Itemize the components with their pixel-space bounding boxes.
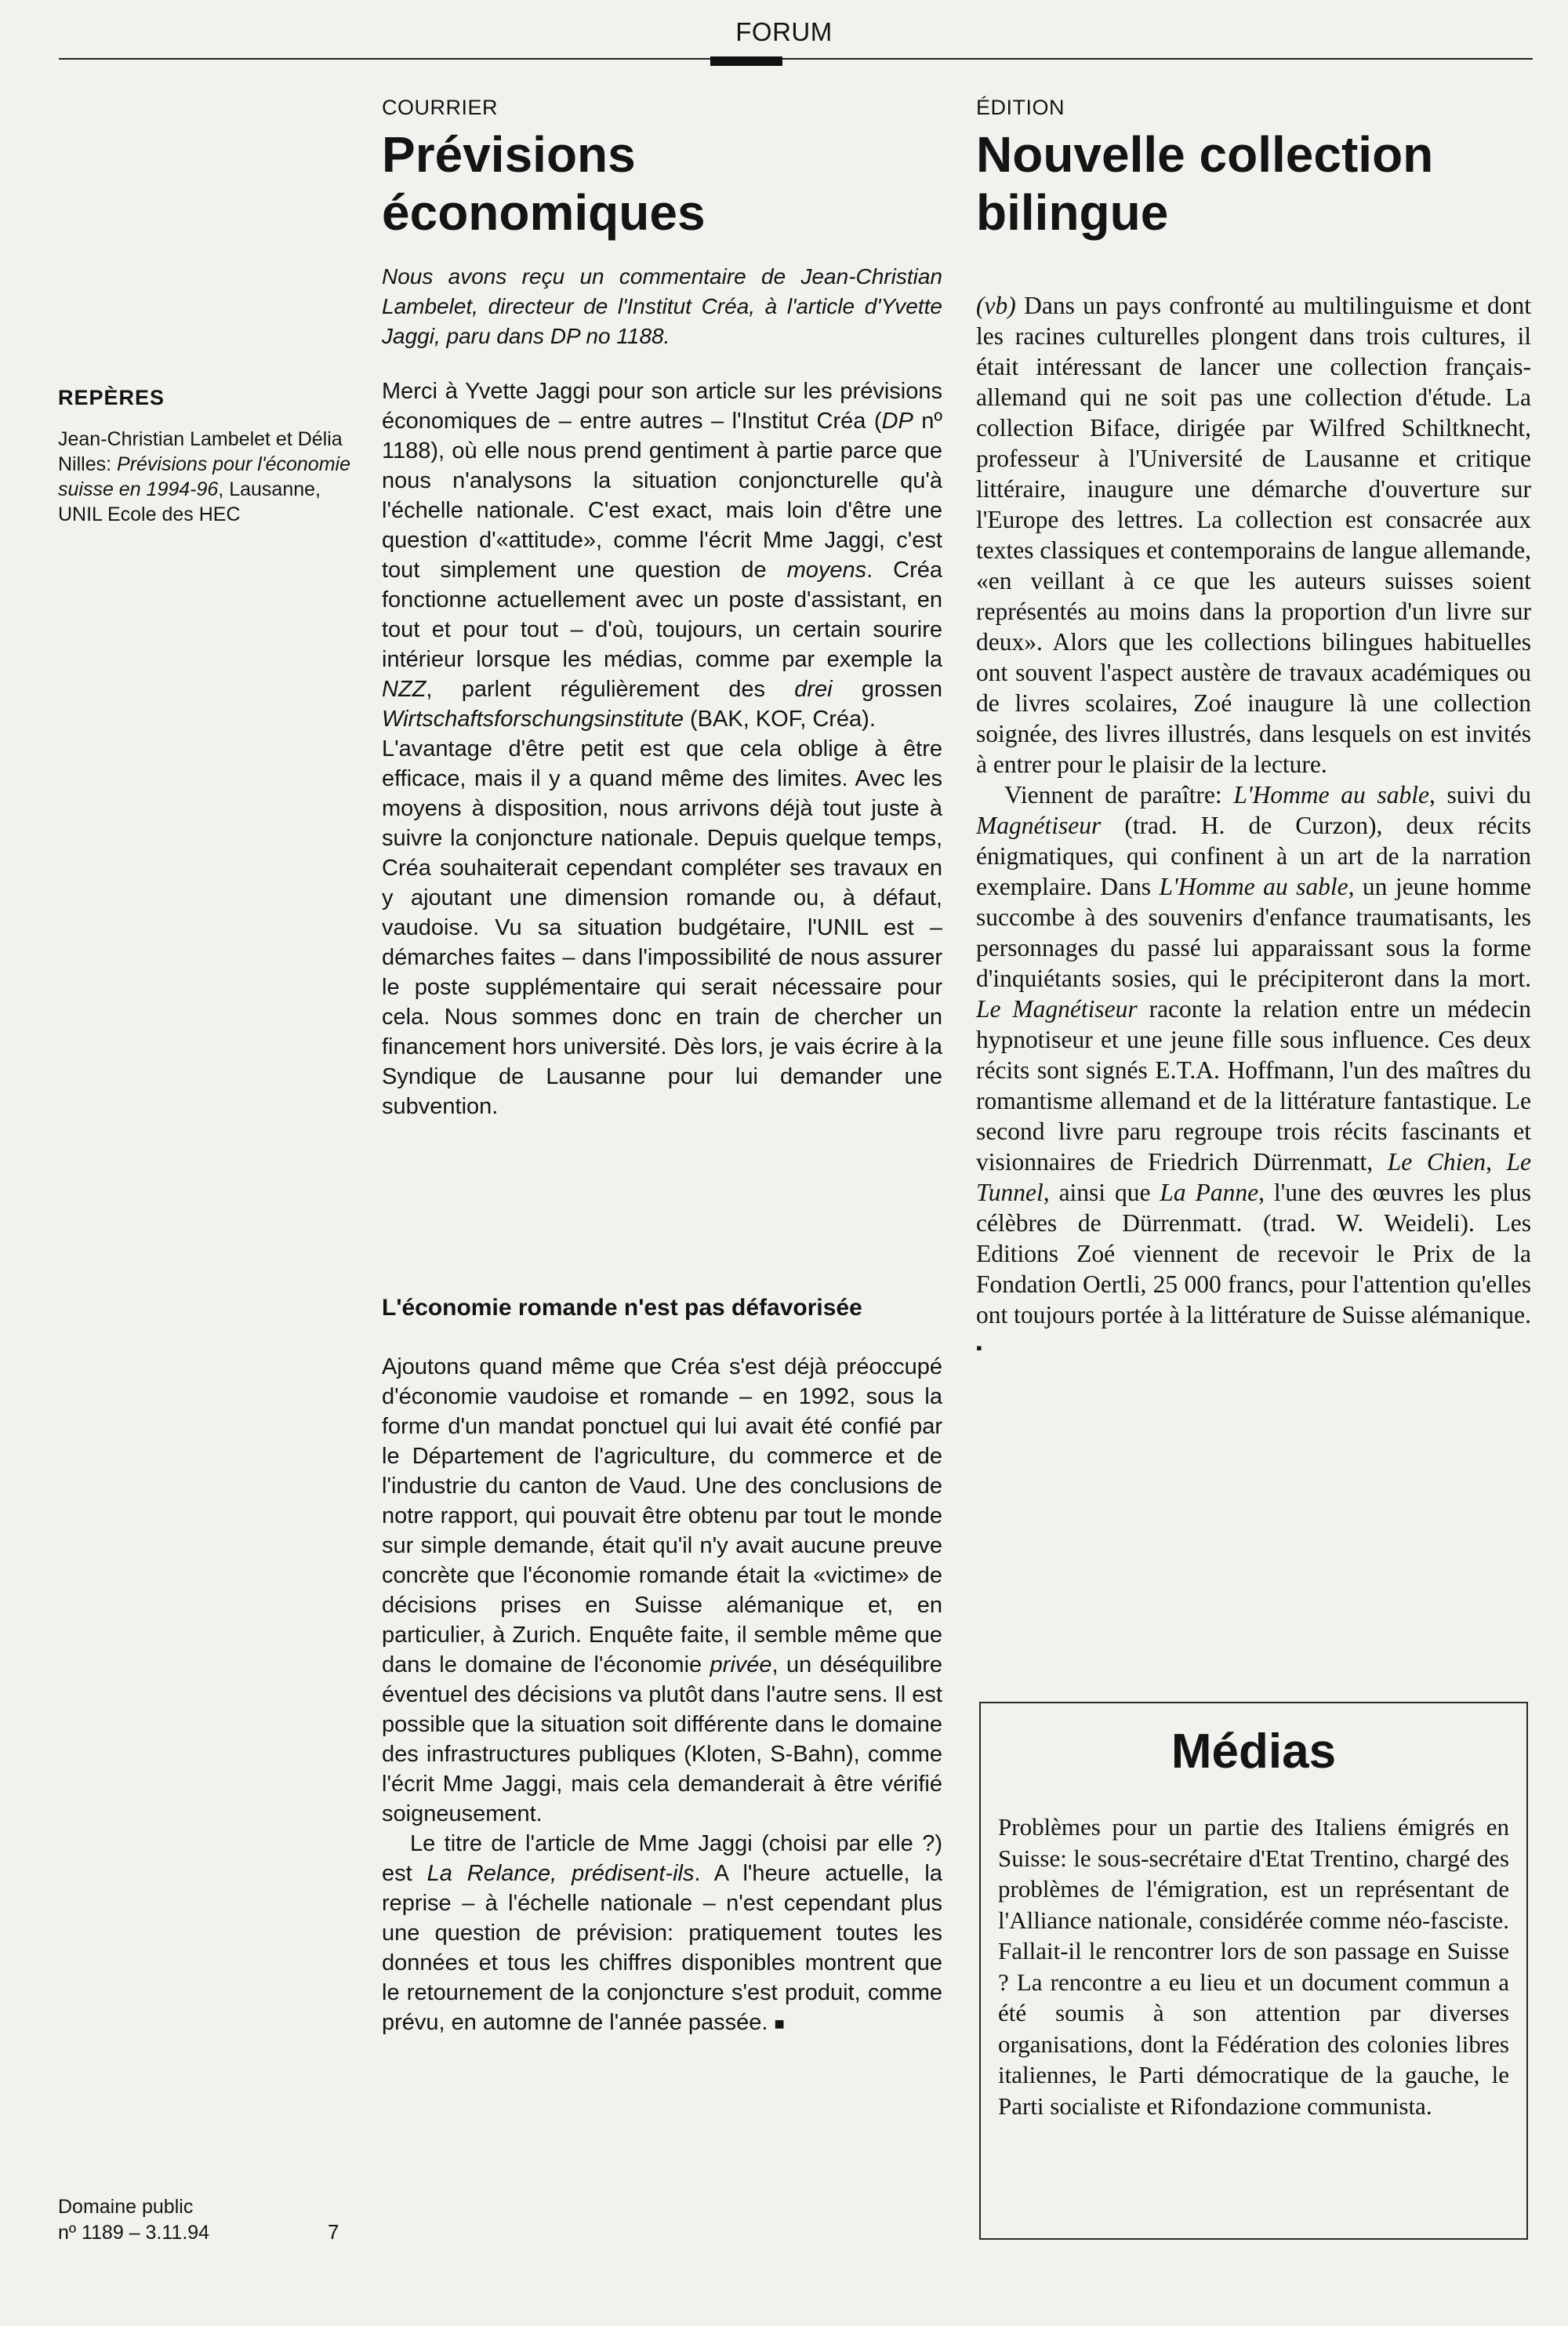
paragraph: Le titre de l'article de Mme Jaggi (choisi par elle ?) est La Relance, prédisent-ils. A l'heure actuelle, la reprise – à l'échelle nationale – n'est cependant plus une question de prévision: pratiquement toutes les données et tous les chiffres disponibles montrent que le retournement de la conjoncture s'est produit, comme prévu, en automne de l'année passée. ■: [382, 1831, 942, 2035]
page-number: 7: [328, 2220, 339, 2244]
left-article-intro: Nous avons reçu un commentaire de Jean-Christian Lambelet, directeur de l'Institut Créa, à l'article d'Yvette Jaggi, paru dans DP no 1188.: [382, 264, 942, 348]
reference-details: , Lausanne, UNIL Ecole des HEC: [58, 478, 321, 525]
issue-number: nº 1189 – 3.11.94: [58, 2222, 210, 2244]
paragraph: (vb) Dans un pays confronté au multilinguisme et dont les racines culturelles plongent dans trois cultures, il était intéressant de lancer une collection français-allemand qui ne soit pas une collection d'étude. La collection Biface, dirigée par Wilfred Schiltknecht, professeur à l'Université de Lausanne et critique littéraire, inaugure une démarche d'ouverture sur l'Europe des lettres. La collection est consacrée aux textes classiques et contemporains de langue allemande, «en veillant à ce que les auteurs suisses soient représentés au moins dans la proportion d'un livre sur deux». Alors que les collections bilingues habituelles ont souvent l'aspect austère de travaux académiques ou de livres scolaires, Zoé inaugure là une collection soignée, des livres illustrés, dans lesquels on est invités à entrer pour le plaisir de la lecture.: [976, 292, 1531, 778]
end-of-article-mark: ▪: [976, 1338, 982, 1357]
left-article-body-top: [382, 376, 942, 1121]
left-article-body-bottom: [382, 1352, 942, 2039]
publication-name: Domaine public: [58, 2196, 194, 2218]
reference-title: Prévisions pour l'économie suisse en 1994-96: [58, 453, 350, 500]
left-article-subhead: L'économie romande n'est pas défavorisée: [382, 1295, 862, 1321]
media-box: [979, 1702, 1528, 2240]
media-box-text: Problèmes pour un partie des Italiens émigrés en Suisse: le sous-secrétaire d'Etat Trentino, chargé des problèmes de l'émigration, est un représentant de l'Alliance nationale, considérée comme néo-fasciste. Fallait-il le rencontrer lors de son passage en Suisse ? La rencontre a eu lieu et un document commun a été soumis à son attention par diverses organisations, dont la Fédération des colonies libres italiennes, le Parti démocratique de la gauche, le Parti socialiste et Rifondazione communista.: [998, 1813, 1509, 2120]
right-article-body: [976, 290, 1531, 1363]
footer-publication: [58, 2194, 209, 2246]
end-of-article-mark: ■: [774, 2014, 785, 2033]
paragraph: Ajoutons quand même que Créa s'est déjà préoccupé d'économie vaudoise et romande – en 1992, sous la forme d'un mandat ponctuel qui lui avait été confié par le Département de l'agriculture, du commerce et de l'industrie du canton de Vaud. Une des conclusions de notre rapport, qui pouvait être obtenu par tout le monde sur simple demande, était qu'il n'y avait aucune preuve concrète que l'économie romande était la «victime» de décisions prises en Suisse alémanique et, en particulier, à Zurich. Enquête faite, il semble même que dans le domaine de l'économie privée, un déséquilibre éventuel des décisions va plutôt dans l'autre sens. Il est possible que la situation soit différente dans le domaine des infrastructures publiques (Kloten, S-Bahn), comme l'écrit Mme Jaggi, mais cela demanderait à être vérifié soigneusement.: [382, 1354, 942, 1826]
section-label: FORUM: [735, 17, 833, 46]
header-rule: [59, 58, 1533, 60]
right-article-kicker: ÉDITION: [976, 96, 1065, 119]
paragraph: Merci à Yvette Jaggi pour son article sur les prévisions économiques de – entre autres – l'Institut Créa (DP nº 1188), où elle nous prend gentiment à partie parce que nous n'analysons la situation conjoncturelle qu'à l'échelle nationale. C'est exact, mais loin d'être une question d'«attitude», comme l'écrit Mme Jaggi, c'est tout simplement une question de moyens. Créa fonctionne actuellement avec un poste d'assistant, en tout et pour tout – d'où, toujours, un certain sourire intérieur lorsque les médias, comme par exemple la NZZ, parlent régulièrement des drei grossen Wirtschaftsforschungsinstitute (BAK, KOF, Créa).: [382, 379, 942, 732]
left-article-title: Prévisions économiques: [382, 126, 706, 241]
header-tab-marker: [710, 56, 782, 66]
reference-authors: Jean-Christian Lambelet et Délia Nilles:: [58, 428, 343, 475]
paragraph: L'avantage d'être petit est que cela oblige à être efficace, mais il y a quand même des limites. Avec les moyens à disposition, nous arrivons déjà tout juste à suivre la conjoncture nationale. Depuis quelque temps, Créa souhaiterait cependant compléter ses travaux en y ajoutant une dimension romande ou, à défaut, vaudoise. Vu sa situation budgétaire, l'UNIL est – démarches faites – dans l'impossibilité de nous assurer le poste supplémentaire qui serait nécessaire pour cela. Nous sommes donc en train de chercher un financement hors université. Dès lors, je vais écrire à la Syndique de Lausanne pour lui demander une subvention.: [382, 736, 942, 1119]
byline: (vb): [976, 292, 1016, 319]
media-box-title: Médias: [1171, 1725, 1337, 1779]
paragraph: Viennent de paraître: L'Homme au sable, suivi du Magnétiseur (trad. H. de Curzon), deux récits énigmatiques, qui confinent à un art de la narration exemplaire. Dans L'Homme au sable, un jeune homme succombe à des souvenirs d'enfance traumatisants, les personnages du passé lui apparaissant sous la forme d'inquiétants sosies, qui le précipiteront dans la mort. Le Magnétiseur raconte la relation entre un médecin hypnotiseur et une jeune fille sous influence. Ces deux récits sont signés E.T.A. Hoffmann, l'un des maîtres du romantisme allemand et de la littérature fantastique. Le second livre paru regroupe trois récits fascinants et visionnaires de Friedrich Dürrenmatt, Le Chien, Le Tunnel, ainsi que La Panne, l'une des œuvres les plus célèbres de Dürrenmatt. (trad. W. Weideli). Les Editions Zoé viennent de recevoir le Prix de la Fondation Oertli, 25 000 francs, pour l'attention qu'elles ont toujours portée à la littérature de Suisse alémanique. ▪: [976, 781, 1531, 1357]
right-article-title: Nouvelle collection bilingue: [976, 126, 1434, 241]
left-article-kicker: COURRIER: [382, 96, 499, 119]
sidebar-reference: [58, 427, 356, 527]
sidebar-title: REPÈRES: [58, 386, 165, 409]
